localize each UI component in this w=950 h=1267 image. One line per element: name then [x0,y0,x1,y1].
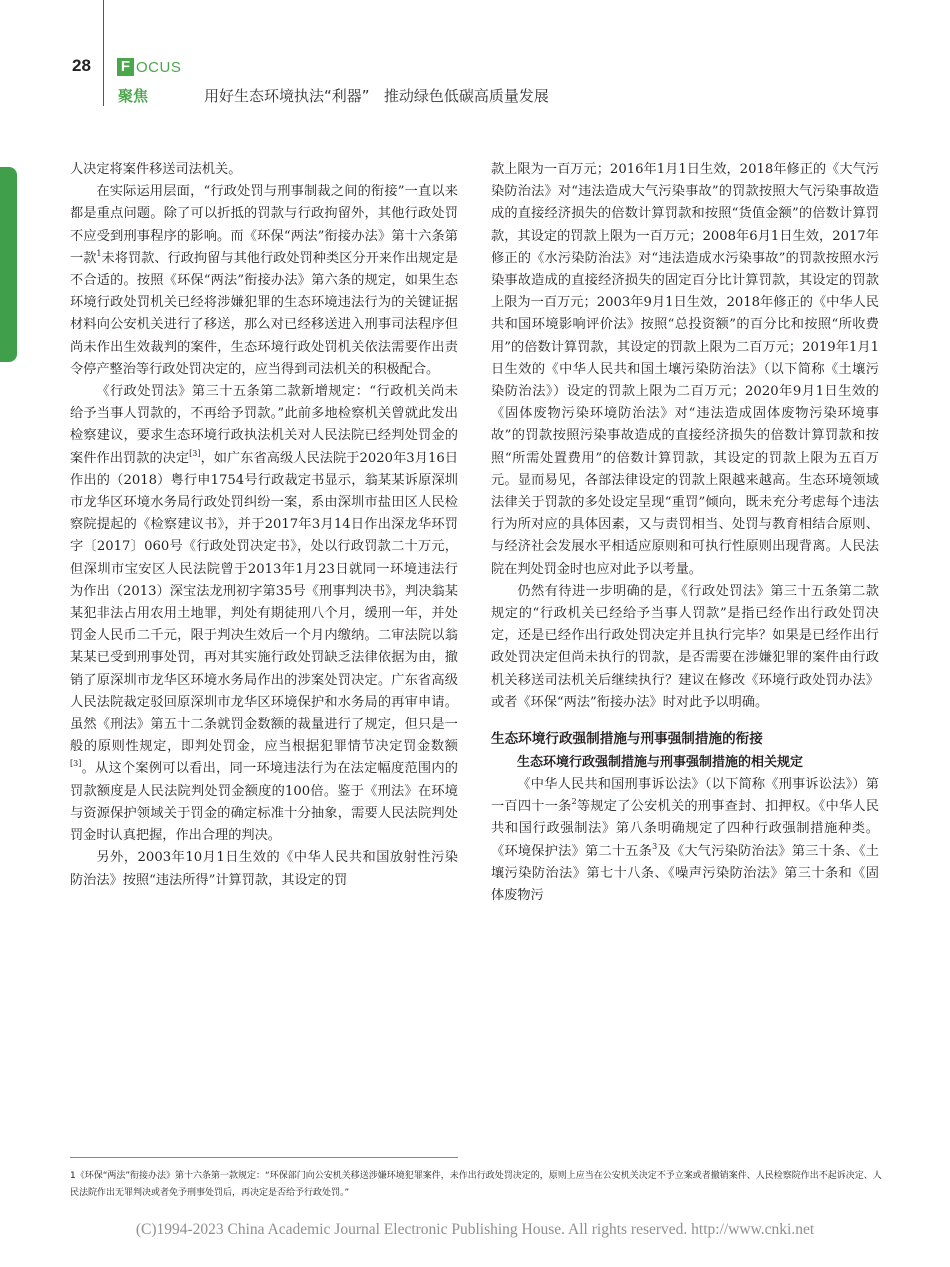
paragraph-text: ，如广东省高级人民法院于2020年3月16日作出的（2018）粤行申1754号行政裁定书显示，翁某某诉原深圳市龙华区环境水务局行政处罚纠纷一案，系由深圳市盐田区人民检察院提起的《检察建议书》，并于2017年3月14日作出深龙华环罚字〔2017〕060号《行政处罚决定书》，处以行政罚款二十万元，但深圳市宝安区人民法院曾于2013年1月23日就同一环境违法行为作出（2013）深宝法龙刑初字第35号《刑事判决书》，判决翁某某犯非法占用农用土地罪，判处有期徒刑八个月，缓刑一年，并处罚金人民币二千元，限于判决生效后一个月内缴纳。二审法院以翁某某已受到刑事处罚，再对其实施行政处罚缺乏法律依据为由，撤销了原深圳市龙华区环境水务局作出的涉案处罚决定。广东省高级人民法院裁定驳回原深圳市龙华区环境保护和水务局的再审申请。虽然《刑法》第五十二条就罚金数额的裁量进行了规定，但只是一般的原则性规定，即判处罚金，应当根据犯罪情节决定罚金数额 [70,450,459,755]
focus-logo-initial: F [117,58,134,76]
header-title: 用好生态环境执法“利器” 推动绿色低碳高质量发展 [204,87,549,105]
footnote-ref: 2 [571,797,577,807]
paragraph-text: 《行政处罚法》第三十五条第二款新增规定：“行政机关尚未给予当事人罚款的，不再给予罚款。”此前多地检察机关曾就此发出检察建议，要求生态环境行政执法机关对人民法院已经判处罚金的案件作出罚款的决定 [70,384,458,466]
copyright-notice: (C)1994-2023 China Academic Journal Electronic Publishing House. All rights reserved. http://www.cnki.net [135,1221,815,1238]
paragraph-text: 人决定将案件移送司法机关。 [70,162,242,177]
paragraph [70,159,458,181]
paragraph-text: 款上限为一百万元；2016年1月1日生效，2018年修正的《大气污染防治法》对“违法造成大气污染事故”的罚款按照大气污染事故造成的直接经济损失的倍数计算罚款和按照“货值金额”的倍数计算罚款，其设定的罚款上限为一百万元；2008年6月1日生效，2017年修正的《水污染防治法》对“违法造成水污染事故”的罚款按照水污染事故造成的直接经济损失的固定百分比计算罚款，其设定的罚款上限为一百万元；2003年9月1日生效，2018年修正的《中华人民共和国环境影响评价法》按照“总投资额”的百分比和按照“所收费用”的倍数计算罚款，其设定的罚款上限为二百万元；2019年1月1日生效的《中华人民共和国土壤污染防治法》（以下简称《土壤污染防治法》）设定的罚款上限为二百万元；2020年9月1日生效的《固体废物污染环境防治法》对“违法造成固体废物污染环境事故”的罚款按照污染事故造成的直接经济损失的倍数计算罚款和按照“所需处置费用”的倍数计算罚款，其设定的罚款上限为五百万元。显而易见，各部法律设定的罚款上限越来越高。生态环境领域法律关于罚款的多处设定呈现“重罚”倾向，既未充分考虑每个违法行为所对应的具体因素，又与责罚相当、处罚与教育相结合原则、与经济社会发展水平相适应原则和可执行性原则出现背离。人民法院在判处罚金时也应对此予以考量。 [491,162,879,577]
left-column [70,159,458,892]
paragraph-text: 等规定了公安机关的刑事查封、扣押权。《中华人民共和国行政强制法》第八条明确规定了四种行政强制措施种类。《环境保护法》第二十五条 [491,799,879,859]
paragraph [70,381,458,847]
paragraph-text: 未将罚款、行政拘留与其他行政处罚种类区分开来作出规定是不合适的。按照《环保“两法”衔接办法》第六条的规定，如果生态环境行政处罚机关已经将涉嫌犯罪的生态环境违法行为的关键证据材料向公安机关进行了移送，那么对已经移送进入刑事司法程序但尚未作出生效裁判的案件，生态环境行政处罚机关依法需要作出责令停产整治等行政处罚决定的，应当得到司法机关的积极配合。 [70,250,459,377]
paragraph [70,847,458,891]
citation-ref: [3] [70,759,82,769]
paragraph-text: 另外，2003年10月1日生效的《中华人民共和国放射性污染防治法》按照“违法所得”计算罚款，其设定的罚 [70,850,458,888]
footnote-ref: 3 [652,841,658,851]
paragraph-text: 仍然有待进一步明确的是，《行政处罚法》第三十五条第二款规定的“行政机关已经给予当事人罚款”是指已经作出行政处罚决定，还是已经作出行政处罚决定并且执行完毕？如果是已经作出行政处罚决定但尚未执行的罚款，是否需要在涉嫌犯罪的案件由行政机关移送司法机关后继续执行？建议在修改《环境行政处罚办法》或者《环保“两法”衔接办法》时对此予以明确。 [491,583,879,710]
paragraph [70,181,458,381]
subsection-heading: 生态环境行政强制措施与刑事强制措施的相关规定 [517,755,804,771]
right-column [491,159,879,907]
footnote-ref: 1 [96,248,102,258]
paragraph-text: 在实际运用层面，“行政处罚与刑事制裁之间的衔接”一直以来都是重点问题。除了可以折抵的罚款与行政拘留外，其他行政处罚不应受到刑事程序的影响。而《环保“两法”衔接办法》第十六条第一款 [70,184,458,266]
paragraph-text: 。从这个案例可以看出，同一环境违法行为在法定幅度范围内的罚款额度是人民法院判处罚金额度的100倍。鉴于《刑法》在环境与资源保护领域关于罚金的确定标准十分抽象，需要人民法院判处罚金时认真把握，作出合理的判决。 [70,761,458,844]
header-divider [103,0,104,106]
section-heading: 生态环境行政强制措施与刑事强制措施的衔接 [491,731,763,748]
paragraph [491,159,879,581]
page-number: 28 [72,56,91,75]
paragraph-text: 《中华人民共和国刑事诉讼法》（以下简称《刑事诉讼法》）第一百四十一条 [491,777,879,815]
paragraph [491,774,879,907]
footnote-divider [70,1157,458,1158]
focus-logo-text: OCUS [136,59,182,76]
citation-ref: [3] [189,448,201,458]
paragraph [491,581,879,714]
section-label: 聚焦 [118,87,149,105]
side-tab [0,167,17,362]
paragraph-text: 及《大气污染防治法》第三十条、《土壤污染防治法》第七十八条、《噪声污染防治法》第三十条和《固体废物污 [491,843,879,904]
footnote: 1《环保“两法”衔接办法》第十六条第一款规定：“环保部门向公安机关移送涉嫌环境犯罪案件，未作出行政处罚决定的，原则上应当在公安机关决定不予立案或者撤销案件、人民检察院作出不起诉决定、人民法院作出无罪判决或者免予刑事处罚后，再决定是否给予行政处罚。” [70,1171,882,1198]
